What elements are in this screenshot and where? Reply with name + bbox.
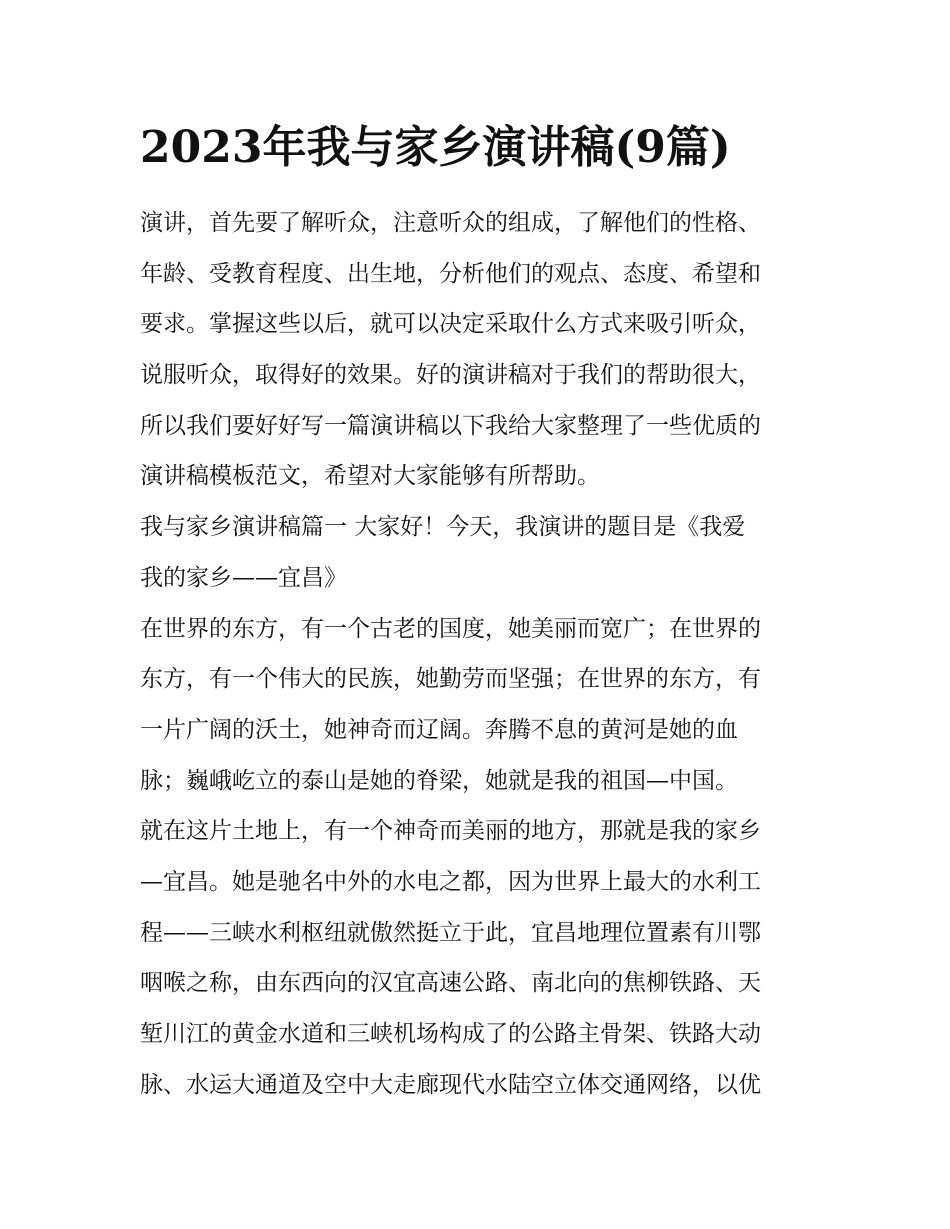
- body-line: 在世界的东方，有一个古老的国度，她美丽而宽广；在世界的: [140, 615, 761, 642]
- document-title: 2023年我与家乡演讲稿(9篇): [140, 122, 731, 173]
- body-line: 咽喉之称，由东西向的汉宜高速公路、南北向的焦柳铁路、天: [140, 970, 761, 997]
- body-line: 演讲稿模板范文，希望对大家能够有所帮助。: [140, 463, 600, 490]
- body-line: 要求。掌握这些以后，就可以决定采取什么方式来吸引听众，: [140, 311, 761, 338]
- body-line: 我与家乡演讲稿篇一 大家好！今天，我演讲的题目是《我爱: [140, 514, 746, 541]
- body-line: 脉、水运大通道及空中大走廊现代水陆空立体交通网络，以优: [140, 1071, 761, 1098]
- body-line: 年龄、受教育程度、出生地，分析他们的观点、态度、希望和: [140, 260, 761, 287]
- body-line: 我的家乡——宜昌》: [140, 564, 347, 591]
- body-line: 东方，有一个伟大的民族，她勤劳而坚强；在世界的东方，有: [140, 666, 761, 693]
- document-body: [140, 198, 820, 1110]
- body-line: 堑川江的黄金水道和三峡机场构成了的公路主骨架、铁路大动: [140, 1021, 761, 1047]
- body-line: 就在这片土地上，有一个神奇而美丽的地方，那就是我的家乡: [140, 818, 761, 845]
- body-line: 程——三峡水利枢纽就傲然挺立于此，宜昌地理位置素有川鄂: [140, 919, 761, 946]
- body-line: 说服听众，取得好的效果。好的演讲稿对于我们的帮助很大，: [140, 362, 761, 389]
- body-line: 演讲，首先要了解听众，注意听众的组成，了解他们的性格、: [140, 210, 761, 236]
- body-line: 一片广阔的沃土，她神奇而辽阔。奔腾不息的黄河是她的血: [140, 716, 738, 743]
- body-line: 所以我们要好好写一篇演讲稿以下我给大家整理了一些优质的: [140, 412, 761, 439]
- body-line: —宜昌。她是驰名中外的水电之都，因为世界上最大的水利工: [140, 868, 761, 895]
- body-line: 脉；巍峨屹立的泰山是她的脊梁，她就是我的祖国—中国。: [140, 767, 738, 794]
